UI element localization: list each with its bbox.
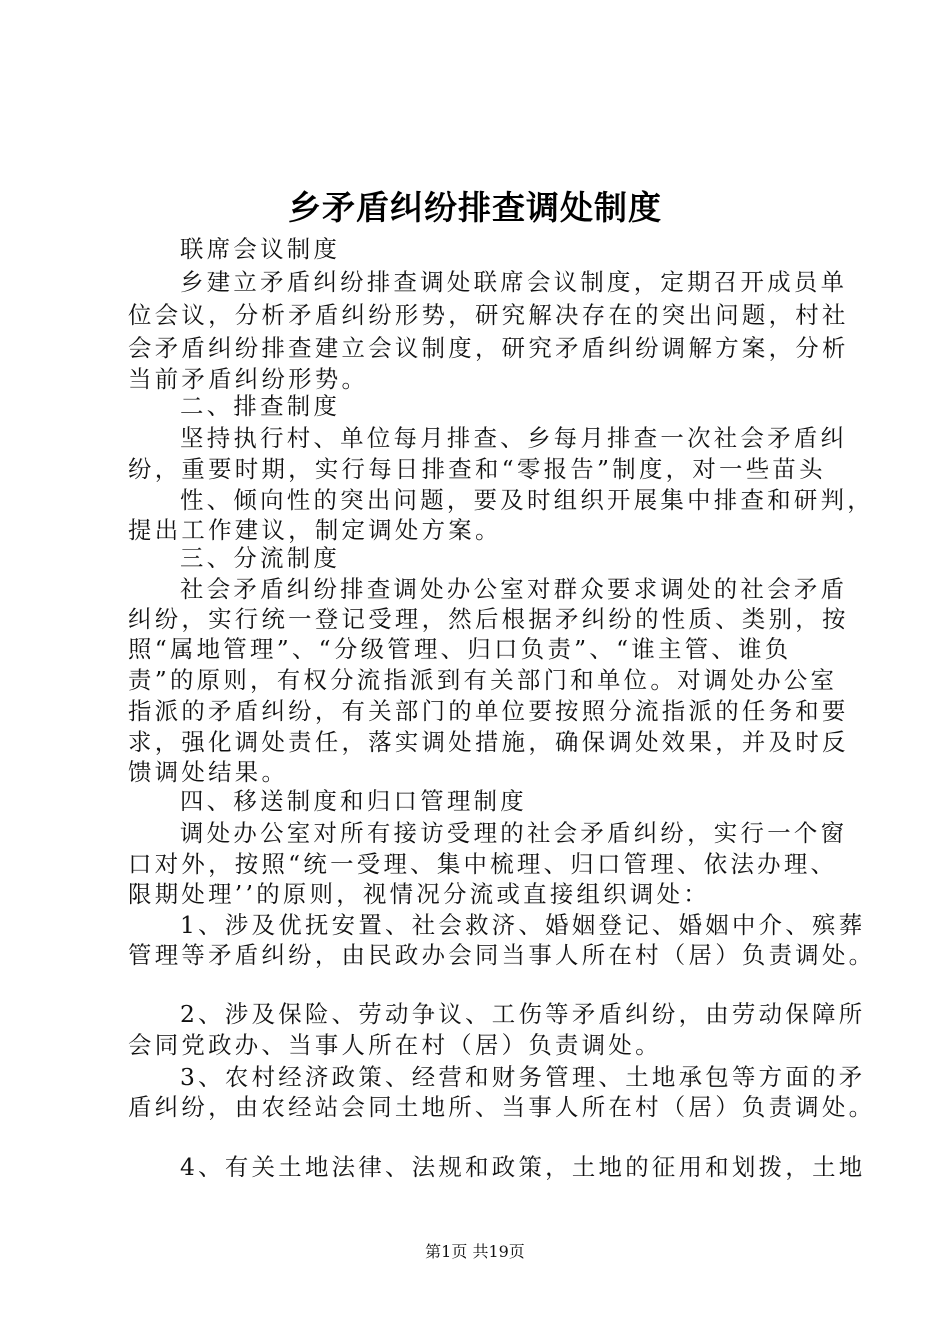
paragraph-line: 乡建立矛盾纠纷排查调处联席会议制度，定期召开成员单 xyxy=(180,268,848,296)
paragraph-line: 提出工作建议，制定调处方案。 xyxy=(128,516,502,544)
list-item-line: 2、涉及保险、劳动争议、工伤等矛盾纠纷，由劳动保障所 xyxy=(180,1000,866,1028)
paragraph-line: 照“属地管理”、“分级管理、归口负责”、“谁主管、谁负 xyxy=(128,635,792,663)
paragraph-line: 口对外，按照“统一受理、集中梳理、归口管理、依法办理、 xyxy=(128,850,838,878)
list-item-line: 管理等矛盾纠纷，由民政办会同当事人所在村（居）负责调处。 xyxy=(128,941,876,969)
paragraph-line: 指派的矛盾纠纷，有关部门的单位要按照分流指派的任务和要 xyxy=(128,697,849,725)
paragraph-line: 调处办公室对所有接访受理的社会矛盾纠纷，实行一个窗 xyxy=(180,819,848,847)
paragraph-line: 纷，重要时期，实行每日排查和“零报告”制度，对一些苗头 xyxy=(128,455,826,483)
paragraph-line: 坚持执行村、单位每月排查、乡每月排查一次社会矛盾纠 xyxy=(180,424,848,452)
paragraph-line: 位会议，分析矛盾纠纷形势，研究解决存在的突出问题，村社 xyxy=(128,301,849,329)
page-number-footer: 第1页 共19页 xyxy=(425,1242,525,1261)
paragraph-line: 责”的原则，有权分流指派到有关部门和单位。对调处办公室 xyxy=(128,666,838,694)
document-title: 乡矛盾纠纷排查调处制度 xyxy=(288,188,662,227)
paragraph-line: 当前矛盾纠纷形势。 xyxy=(128,365,369,393)
list-item-line: 1、涉及优抚安置、社会救济、婚姻登记、婚姻中介、殡葬 xyxy=(180,911,866,939)
list-item-line: 4、有关土地法律、法规和政策，土地的征用和划拨，土地 xyxy=(180,1153,866,1181)
paragraph-line: 纠纷，实行统一登记受理，然后根据矛纠纷的性质、类别，按 xyxy=(128,605,849,633)
list-item-line: 盾纠纷，由农经站会同土地所、当事人所在村（居）负责调处。 xyxy=(128,1093,876,1121)
section-heading: 二、排查制度 xyxy=(180,392,341,420)
paragraph-line: 会矛盾纠纷排查建立会议制度，研究矛盾纠纷调解方案，分析 xyxy=(128,334,849,362)
paragraph-line: 馈调处结果。 xyxy=(128,758,289,786)
section-heading: 联席会议制度 xyxy=(180,235,341,263)
list-item-line: 会同党政办、当事人所在村（居）负责调处。 xyxy=(128,1031,662,1059)
section-heading: 三、分流制度 xyxy=(180,544,341,572)
paragraph-line: 性、倾向性的突出问题，要及时组织开展集中排查和研判， xyxy=(180,486,874,514)
paragraph-line: 社会矛盾纠纷排查调处办公室对群众要求调处的社会矛盾 xyxy=(180,575,848,603)
list-item-line: 3、农村经济政策、经营和财务管理、土地承包等方面的矛 xyxy=(180,1063,866,1091)
paragraph-line: 求，强化调处责任，落实调处措施，确保调处效果，并及时反 xyxy=(128,728,849,756)
paragraph-line: 限期处理’’的原则，视情况分流或直接组织调处： xyxy=(128,880,710,908)
section-heading: 四、移送制度和归口管理制度 xyxy=(180,787,527,815)
